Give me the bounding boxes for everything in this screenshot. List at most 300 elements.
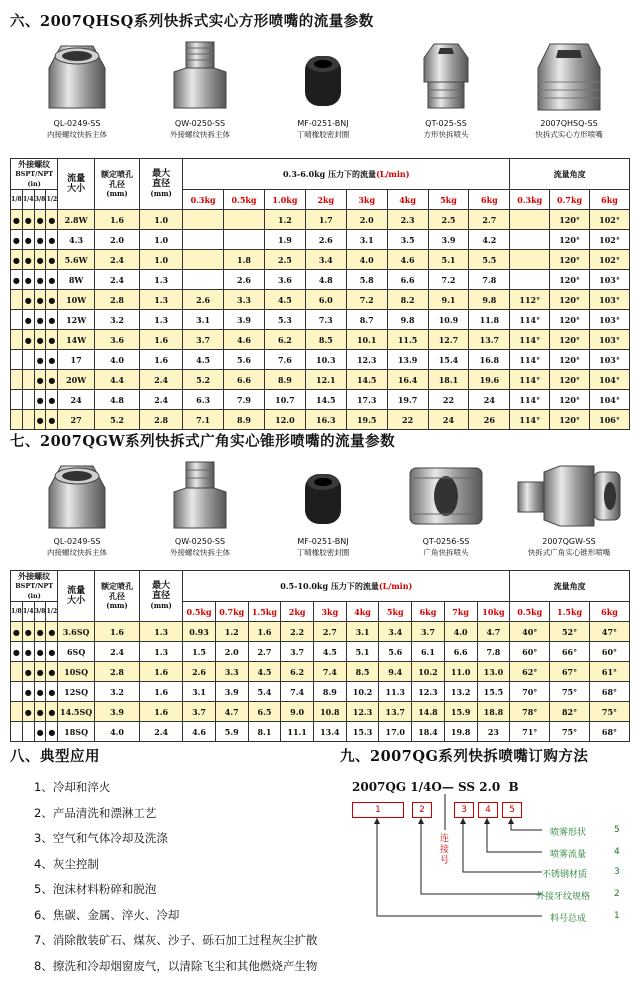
thread-dot: ● bbox=[11, 642, 23, 662]
table-cell: 16.8 bbox=[469, 350, 510, 370]
table-cell bbox=[224, 210, 265, 230]
product-code: QL-0249-SS bbox=[53, 537, 101, 546]
table-cell: 2.6 bbox=[305, 230, 346, 250]
section-6-title: 六、2007QHSQ系列快拆式实心方形喷嘴的流量参数 bbox=[10, 13, 374, 30]
pressure-col-8: 6kg bbox=[469, 190, 510, 210]
table-cell: 2.4 bbox=[140, 390, 183, 410]
table-cell: 10.2 bbox=[412, 662, 445, 682]
table-cell: 1.0 bbox=[140, 250, 183, 270]
table-row bbox=[11, 270, 630, 290]
legend-item-2: 外接牙纹规格 2 bbox=[536, 889, 620, 902]
table-cell: 18.8 bbox=[477, 702, 510, 722]
application-item: 1、冷却和淬火 bbox=[34, 780, 111, 794]
table-cell: 10.8 bbox=[313, 702, 346, 722]
table-cell: 3.3 bbox=[215, 662, 248, 682]
table-cell: 75° bbox=[589, 702, 629, 722]
product-qt bbox=[387, 458, 505, 558]
table-cell: 114° bbox=[510, 330, 550, 350]
table-cell: 1.6 bbox=[140, 350, 183, 370]
table-cell: 14.8 bbox=[412, 702, 445, 722]
table-cell: 3.1 bbox=[346, 230, 387, 250]
angle-col-3: 6kg bbox=[589, 190, 629, 210]
table-cell: 1.3 bbox=[140, 642, 183, 662]
thread-dot: ● bbox=[22, 210, 34, 230]
product-assembly bbox=[510, 38, 628, 140]
product-code: QW-0250-SS bbox=[174, 537, 226, 546]
table-cell: 114° bbox=[510, 410, 550, 430]
thread-dot: ● bbox=[22, 310, 34, 330]
table-cell: 18.4 bbox=[412, 722, 445, 742]
table-cell: 3.1 bbox=[346, 622, 379, 642]
table-cell: 7.2 bbox=[346, 290, 387, 310]
pressure-col-5: 3kg bbox=[346, 190, 387, 210]
thread-dot: ● bbox=[46, 230, 58, 250]
pressure-col-4: 2kg bbox=[281, 602, 314, 622]
product-name: 内接螺纹快拆主体 bbox=[47, 548, 107, 557]
thread-dot: ● bbox=[22, 702, 34, 722]
thread-dot bbox=[11, 682, 23, 702]
thread-dot: ● bbox=[11, 622, 23, 642]
product-code: 2007QHSQ-SS bbox=[540, 119, 598, 128]
angle-col-2: 0.7kg bbox=[550, 190, 590, 210]
table-cell: 2.8W bbox=[58, 210, 95, 230]
table-cell: 67° bbox=[550, 662, 590, 682]
product-name: 广角快拆喷头 bbox=[423, 548, 469, 557]
table-cell: 1.3 bbox=[140, 622, 183, 642]
wide-angle-assembly-image bbox=[514, 458, 624, 534]
table-row bbox=[11, 370, 630, 390]
wide-angle-tip-image bbox=[404, 458, 488, 534]
thread-dot: ● bbox=[46, 642, 58, 662]
table-cell: 11.8 bbox=[469, 310, 510, 330]
thread-dot bbox=[22, 370, 34, 390]
legend-item-1: 料号总成 1 bbox=[550, 911, 620, 924]
application-item: 4、灰尘控制 bbox=[34, 856, 99, 871]
table-cell: 4.8 bbox=[305, 270, 346, 290]
thread-dot: ● bbox=[34, 270, 46, 290]
thread-dot bbox=[11, 330, 23, 350]
product-code: QT-0256-SS bbox=[422, 537, 470, 546]
order-box-1: 1 bbox=[352, 802, 404, 818]
thread-dot bbox=[22, 390, 34, 410]
table-cell: 3.6SQ bbox=[58, 622, 95, 642]
table-cell: 3.9 bbox=[428, 230, 469, 250]
pressure-col-6: 4kg bbox=[387, 190, 428, 210]
table-cell: 15.4 bbox=[428, 350, 469, 370]
table-cell: 6SQ bbox=[58, 642, 95, 662]
table-cell: 102° bbox=[589, 210, 629, 230]
size-1-2: 1/2 bbox=[46, 602, 58, 622]
table-cell: 82° bbox=[550, 702, 590, 722]
order-box-5: 5 bbox=[502, 802, 522, 818]
angle-col-2: 1.5kg bbox=[550, 602, 590, 622]
thread-dot: ● bbox=[22, 682, 34, 702]
table-cell: 8.5 bbox=[305, 330, 346, 350]
table-cell: 2.4 bbox=[140, 722, 183, 742]
table-cell: 10.3 bbox=[305, 350, 346, 370]
table-row bbox=[11, 410, 630, 430]
size-1-4: 1/4 bbox=[22, 190, 34, 210]
thread-dot: ● bbox=[46, 310, 58, 330]
product-ql bbox=[18, 458, 136, 558]
table-cell: 12.0 bbox=[264, 410, 305, 430]
pressure-col-5: 3kg bbox=[313, 602, 346, 622]
thread-dot: ● bbox=[22, 642, 34, 662]
table-cell: 68° bbox=[589, 722, 629, 742]
pressure-col-8: 6kg bbox=[412, 602, 445, 622]
table-cell: 22 bbox=[387, 410, 428, 430]
table-cell bbox=[183, 250, 224, 270]
size-3-8: 3/8 bbox=[34, 190, 46, 210]
table-cell: 104° bbox=[589, 390, 629, 410]
thread-dot: ● bbox=[34, 210, 46, 230]
table-row bbox=[11, 722, 630, 742]
thread-dot bbox=[11, 662, 23, 682]
table-cell: 1.6 bbox=[140, 662, 183, 682]
table-cell: 104° bbox=[589, 370, 629, 390]
table-cell: 4.0 bbox=[346, 250, 387, 270]
table-cell: 120° bbox=[550, 290, 590, 310]
thread-dot: ● bbox=[22, 622, 34, 642]
table-cell: 19.5 bbox=[346, 410, 387, 430]
application-item: 6、焦碳、金属、淬火、冷却 bbox=[34, 907, 180, 922]
table-cell: 17 bbox=[58, 350, 95, 370]
table-cell: 75° bbox=[550, 722, 590, 742]
table-cell: 1.0 bbox=[140, 230, 183, 250]
table-cell: 13.0 bbox=[477, 662, 510, 682]
thread-dot bbox=[11, 290, 23, 310]
size-1-8: 1/8 bbox=[11, 190, 23, 210]
product-name: 外接螺纹快拆主体 bbox=[170, 548, 230, 557]
table-row bbox=[11, 702, 630, 722]
table-cell: 2.0 bbox=[346, 210, 387, 230]
table-cell: 60° bbox=[589, 642, 629, 662]
order-code: 2007QG 1/4O— SS 2.0 B bbox=[352, 780, 519, 794]
flow-size-header: 流量大小 bbox=[58, 159, 95, 210]
product-code: MF-0251-BNJ bbox=[297, 537, 349, 546]
table-cell: 11.3 bbox=[379, 682, 412, 702]
table-cell: 71° bbox=[510, 722, 550, 742]
table-cell: 13.4 bbox=[313, 722, 346, 742]
thread-dot: ● bbox=[46, 330, 58, 350]
table-cell: 60° bbox=[510, 642, 550, 662]
table-cell bbox=[510, 230, 550, 250]
order-box-3: 3 bbox=[454, 802, 474, 818]
product-name: 丁晴橡胶密封圈 bbox=[296, 130, 350, 139]
table-cell: 3.9 bbox=[215, 682, 248, 702]
table-cell: 9.1 bbox=[428, 290, 469, 310]
table-row bbox=[11, 682, 630, 702]
table-cell: 1.9 bbox=[264, 230, 305, 250]
table-cell: 1.8 bbox=[224, 250, 265, 270]
thread-dot bbox=[11, 390, 23, 410]
product-qt bbox=[387, 38, 505, 140]
table-cell: 3.1 bbox=[183, 682, 216, 702]
table-cell: 2.0 bbox=[94, 230, 139, 250]
table-cell: 40° bbox=[510, 622, 550, 642]
table-cell: 4.4 bbox=[94, 370, 139, 390]
table-cell: 3.7 bbox=[183, 330, 224, 350]
thread-dot: ● bbox=[34, 330, 46, 350]
table-cell: 7.6 bbox=[264, 350, 305, 370]
table-cell: 2.7 bbox=[469, 210, 510, 230]
product-name: 丁晴橡胶密封圈 bbox=[296, 548, 350, 557]
square-tip-image bbox=[410, 38, 482, 116]
product-code: 2007QGW-SS bbox=[542, 537, 596, 546]
connector-label: 连接号 bbox=[440, 834, 450, 866]
table-cell: 1.6 bbox=[94, 210, 139, 230]
product-qw bbox=[141, 38, 259, 140]
table-cell: 114° bbox=[510, 350, 550, 370]
table-cell: 120° bbox=[550, 210, 590, 230]
pressure-col-4: 2kg bbox=[305, 190, 346, 210]
thread-dot: ● bbox=[11, 230, 23, 250]
table-cell: 8W bbox=[58, 270, 95, 290]
flow-size-header: 流量大小 bbox=[58, 571, 95, 622]
table-cell: 23 bbox=[477, 722, 510, 742]
seal-ring-image bbox=[287, 38, 359, 116]
product-name: 内接螺纹快拆主体 bbox=[47, 130, 107, 139]
table-cell: 2.6 bbox=[224, 270, 265, 290]
table-cell: 16.3 bbox=[305, 410, 346, 430]
table-cell: 6.6 bbox=[387, 270, 428, 290]
section-9-title: 九、2007QG系列快拆喷嘴订购方法 bbox=[340, 748, 589, 765]
table-cell: 18.1 bbox=[428, 370, 469, 390]
table-cell: 5.9 bbox=[215, 722, 248, 742]
table-cell: 19.8 bbox=[444, 722, 477, 742]
table-cell: 27 bbox=[58, 410, 95, 430]
table-cell: 1.3 bbox=[140, 270, 183, 290]
table-cell: 19.6 bbox=[469, 370, 510, 390]
table-cell: 1.0 bbox=[140, 210, 183, 230]
table-row bbox=[11, 290, 630, 310]
table-cell: 22 bbox=[428, 390, 469, 410]
application-item: 8、擦洗和冷却烟窗废气，以清除飞尘和其他燃烧产生物 bbox=[34, 958, 318, 973]
male-body-image bbox=[164, 458, 236, 534]
table-cell: 1.2 bbox=[215, 622, 248, 642]
table-cell: 9.8 bbox=[469, 290, 510, 310]
table-cell: 1.6 bbox=[248, 622, 281, 642]
table-cell: 15.5 bbox=[477, 682, 510, 702]
table-row bbox=[11, 230, 630, 250]
table-cell: 15.3 bbox=[346, 722, 379, 742]
table-cell: 4.6 bbox=[183, 722, 216, 742]
table-cell: 2.4 bbox=[94, 270, 139, 290]
thread-header: 外接螺纹 BSPT/NPT (in) bbox=[11, 159, 58, 190]
table-cell: 2.4 bbox=[140, 370, 183, 390]
table-cell: 3.6 bbox=[94, 330, 139, 350]
table-cell: 2.3 bbox=[387, 210, 428, 230]
table-cell: 3.7 bbox=[281, 642, 314, 662]
angle-header: 流量角度 bbox=[510, 571, 630, 602]
application-item: 2、产品清洗和漂淋工艺 bbox=[34, 805, 157, 820]
pressure-col-10: 10kg bbox=[477, 602, 510, 622]
thread-dot: ● bbox=[11, 270, 23, 290]
table-cell: 4.0 bbox=[94, 350, 139, 370]
table-cell: 5.8 bbox=[346, 270, 387, 290]
thread-dot: ● bbox=[46, 390, 58, 410]
legend-item-3: 不锈钢材质 3 bbox=[542, 867, 620, 880]
thread-dot: ● bbox=[46, 290, 58, 310]
thread-dot bbox=[22, 410, 34, 430]
flow-table-qgw bbox=[10, 570, 630, 742]
thread-dot: ● bbox=[34, 662, 46, 682]
thread-dot: ● bbox=[46, 370, 58, 390]
table-cell: 3.7 bbox=[412, 622, 445, 642]
table-cell: 13.9 bbox=[387, 350, 428, 370]
table-cell: 5.1 bbox=[346, 642, 379, 662]
seal-ring-image bbox=[287, 458, 359, 534]
orifice-header: 额定喷孔孔径 (mm) bbox=[94, 571, 139, 622]
thread-dot bbox=[22, 350, 34, 370]
pressure-col-2: 0.7kg bbox=[215, 602, 248, 622]
thread-dot: ● bbox=[46, 622, 58, 642]
table-cell: 120° bbox=[550, 310, 590, 330]
table-cell: 2.4 bbox=[94, 250, 139, 270]
table-cell: 4.8 bbox=[94, 390, 139, 410]
thread-dot: ● bbox=[46, 722, 58, 742]
table-cell: 1.2 bbox=[264, 210, 305, 230]
pressure-col-3: 1.0kg bbox=[264, 190, 305, 210]
table-cell: 6.2 bbox=[281, 662, 314, 682]
table-row bbox=[11, 642, 630, 662]
product-mf bbox=[264, 458, 382, 558]
table-cell: 17.0 bbox=[379, 722, 412, 742]
product-row-6 bbox=[18, 38, 628, 140]
table-cell: 2.7 bbox=[248, 642, 281, 662]
thread-dot: ● bbox=[46, 702, 58, 722]
table-cell: 9.4 bbox=[379, 662, 412, 682]
table-cell: 4.0 bbox=[444, 622, 477, 642]
table-cell: 0.93 bbox=[183, 622, 216, 642]
table-cell: 3.9 bbox=[224, 310, 265, 330]
table-cell: 14.5 bbox=[346, 370, 387, 390]
table-cell: 6.6 bbox=[224, 370, 265, 390]
table-cell: 4.6 bbox=[224, 330, 265, 350]
thread-dot: ● bbox=[34, 310, 46, 330]
table-cell: 2.8 bbox=[94, 290, 139, 310]
thread-dot bbox=[11, 410, 23, 430]
table-cell: 10.7 bbox=[264, 390, 305, 410]
table-cell: 4.5 bbox=[248, 662, 281, 682]
product-name: 方形快拆喷头 bbox=[423, 130, 469, 139]
product-qw bbox=[141, 458, 259, 558]
table-row bbox=[11, 330, 630, 350]
table-cell: 10.1 bbox=[346, 330, 387, 350]
table-cell: 7.8 bbox=[477, 642, 510, 662]
product-assembly bbox=[510, 458, 628, 558]
table-cell: 5.2 bbox=[94, 410, 139, 430]
table-cell: 5.2 bbox=[183, 370, 224, 390]
male-body-image bbox=[164, 38, 236, 116]
table-cell: 103° bbox=[589, 310, 629, 330]
table-cell: 120° bbox=[550, 330, 590, 350]
table-cell: 8.1 bbox=[248, 722, 281, 742]
table-cell: 3.4 bbox=[305, 250, 346, 270]
table-cell bbox=[183, 210, 224, 230]
table-cell: 10SQ bbox=[58, 662, 95, 682]
angle-col-3: 6kg bbox=[589, 602, 629, 622]
table-cell: 114° bbox=[510, 370, 550, 390]
thread-dot: ● bbox=[22, 290, 34, 310]
table-cell: 8.2 bbox=[387, 290, 428, 310]
thread-dot: ● bbox=[46, 250, 58, 270]
table-cell: 61° bbox=[589, 662, 629, 682]
product-code: MF-0251-BNJ bbox=[297, 119, 349, 128]
thread-dot bbox=[11, 702, 23, 722]
table-row bbox=[11, 622, 630, 642]
table-cell: 3.2 bbox=[94, 310, 139, 330]
thread-dot: ● bbox=[11, 210, 23, 230]
table-cell: 7.8 bbox=[469, 270, 510, 290]
table-cell: 14.5SQ bbox=[58, 702, 95, 722]
product-ql bbox=[18, 38, 136, 140]
table-cell: 62° bbox=[510, 662, 550, 682]
pressure-col-7: 5kg bbox=[379, 602, 412, 622]
table-cell bbox=[510, 210, 550, 230]
table-cell: 47° bbox=[589, 622, 629, 642]
table-cell: 78° bbox=[510, 702, 550, 722]
thread-dot: ● bbox=[46, 682, 58, 702]
table-cell: 4.7 bbox=[215, 702, 248, 722]
table-cell: 2.8 bbox=[140, 410, 183, 430]
table-row bbox=[11, 662, 630, 682]
table-cell: 112° bbox=[510, 290, 550, 310]
table-cell: 11.1 bbox=[281, 722, 314, 742]
table-cell: 66° bbox=[550, 642, 590, 662]
order-box-4: 4 bbox=[478, 802, 498, 818]
table-cell: 120° bbox=[550, 250, 590, 270]
orifice-header: 额定喷孔孔径 (mm) bbox=[94, 159, 139, 210]
table-cell: 6.5 bbox=[248, 702, 281, 722]
thread-dot: ● bbox=[46, 662, 58, 682]
thread-dot: ● bbox=[34, 622, 46, 642]
table-cell: 2.6 bbox=[183, 662, 216, 682]
table-cell bbox=[183, 270, 224, 290]
table-cell: 120° bbox=[550, 350, 590, 370]
table-row bbox=[11, 390, 630, 410]
table-cell: 7.9 bbox=[224, 390, 265, 410]
pressure-col-1: 0.5kg bbox=[183, 602, 216, 622]
thread-dot: ● bbox=[46, 210, 58, 230]
table-cell: 9.8 bbox=[387, 310, 428, 330]
table-cell: 2.5 bbox=[428, 210, 469, 230]
table-cell: 8.7 bbox=[346, 310, 387, 330]
table-cell: 26 bbox=[469, 410, 510, 430]
thread-dot: ● bbox=[34, 250, 46, 270]
table-cell: 114° bbox=[510, 390, 550, 410]
table-cell: 2.0 bbox=[215, 642, 248, 662]
table-cell: 4.5 bbox=[264, 290, 305, 310]
application-list bbox=[34, 775, 317, 979]
table-cell: 13.7 bbox=[379, 702, 412, 722]
table-cell: 24 bbox=[58, 390, 95, 410]
thread-dot bbox=[11, 722, 23, 742]
table-cell: 5.5 bbox=[469, 250, 510, 270]
table-cell: 7.4 bbox=[313, 662, 346, 682]
table-cell bbox=[183, 230, 224, 250]
table-cell: 1.6 bbox=[140, 702, 183, 722]
pressure-col-1: 0.3kg bbox=[183, 190, 224, 210]
thread-dot: ● bbox=[46, 350, 58, 370]
table-row bbox=[11, 210, 630, 230]
thread-dot: ● bbox=[34, 642, 46, 662]
table-cell: 4.7 bbox=[477, 622, 510, 642]
pressure-col-9: 7kg bbox=[444, 602, 477, 622]
table-cell: 11.5 bbox=[387, 330, 428, 350]
thread-dot bbox=[11, 370, 23, 390]
table-cell: 8.9 bbox=[224, 410, 265, 430]
